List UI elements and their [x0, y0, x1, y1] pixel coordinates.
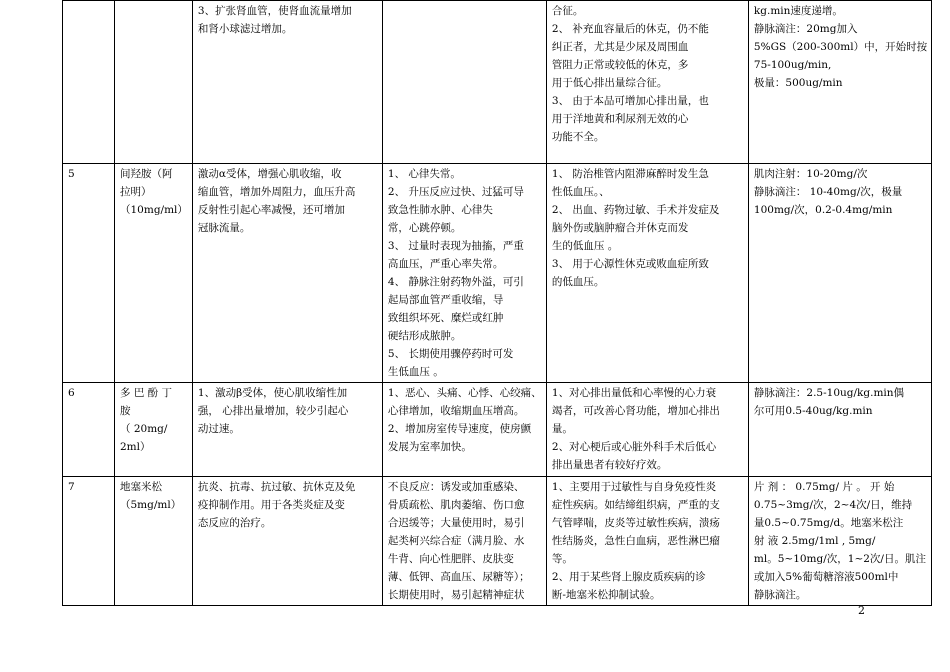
drug-text-line: （10mg/ml） — [120, 204, 188, 216]
drug-text-line: 地塞米松 — [120, 481, 162, 493]
adverse-text-line: 常，心跳停顿。 — [387, 222, 462, 234]
indication-text-line: 管阻力正常或较低的休克，多 — [551, 59, 689, 71]
drug-text-line: 胺 — [120, 405, 131, 417]
dosage-text-line: 75-100ug/min, — [753, 59, 832, 71]
dosage-text-line: 肌肉注射：10-20mg/次 — [753, 168, 868, 180]
adverse-reaction-cell — [382, 477, 546, 606]
indication-cell — [546, 164, 748, 383]
table-row — [63, 383, 932, 477]
adverse-text-line: 致组织坏死、糜烂或红肿 — [387, 312, 504, 324]
row-index: 7 — [68, 481, 75, 493]
action-text-line: 抗炎、抗毒、抗过敏、抗休克及免 — [197, 481, 356, 493]
adverse-text-line: 3、 过量时表现为抽搐，严重 — [387, 240, 524, 252]
dosage-cell — [748, 477, 931, 606]
drug-text-line: 2ml） — [120, 441, 151, 453]
indication-text-line: 纠正者，尤其是少尿及周围血 — [551, 41, 689, 53]
indication-text-line: 2、用于某些肾上腺皮质疾病的诊 — [551, 571, 706, 583]
drug-text-line: 拉明） — [120, 186, 152, 198]
action-text-line: 疫抑制作用。用于各类炎症及变 — [197, 499, 345, 511]
indication-text-line: 性结肠炎，急性白血病，恶性淋巴瘤 — [551, 535, 720, 547]
adverse-text-line: 薄、低钾、高血压、尿糖等）； — [387, 571, 530, 583]
action-text-line: 强， 心排出量增加，较少引起心 — [197, 405, 349, 417]
indication-text-line: 1、对心排出量低和心率慢的心力衰 — [551, 387, 717, 399]
pharmacology-cell — [192, 164, 382, 383]
adverse-text-line: 2、增加房室传导速度，使房颤 — [387, 423, 532, 435]
dosage-cell — [748, 383, 931, 477]
pharmacology-cell — [192, 1, 382, 164]
indication-text-line: 2、 补充血容量后的休克，仍不能 — [551, 23, 709, 35]
row-index-cell — [63, 164, 115, 383]
adverse-text-line: 1、恶心、头痛、心悸、心绞痛、 — [387, 387, 542, 399]
drug-text-line: （ 20mg/ — [120, 423, 168, 435]
indication-text-line: 竭者，可改善心肾功能，增加心排出 — [551, 405, 720, 417]
adverse-text-line: 1、 心律失常。 — [387, 168, 461, 180]
dosage-text-line: 静脉滴注：2.5-10ug/kg.min偶 — [753, 387, 905, 399]
indication-text-line: 量。 — [551, 423, 573, 435]
indication-text-line: 的低血压。 — [551, 276, 605, 288]
adverse-text-line: 起局部血管严重收缩，导 — [387, 294, 504, 306]
row-index-cell — [63, 383, 115, 477]
indication-cell — [546, 383, 748, 477]
action-text-line: 动过速。 — [197, 423, 240, 435]
adverse-text-line: 合迟缓等；大量使用时，易引 — [387, 517, 525, 529]
row-index: 5 — [68, 168, 75, 180]
indication-text-line: 等。 — [551, 553, 573, 565]
dosage-text-line: 或加入5%葡萄糖溶液500ml中 — [753, 571, 899, 583]
dosage-text-line: 静脉滴注。 — [753, 589, 807, 601]
action-text-line: 反射性引起心率减慢，还可增加 — [197, 204, 345, 216]
indication-text-line: 3、 用于心源性休克或败血症所致 — [551, 258, 709, 270]
adverse-text-line: 起类柯兴综合症（满月脸、水 — [387, 535, 525, 547]
row-index-cell — [63, 1, 115, 164]
action-text-line: 3、扩张肾血管，使肾血流量增加 — [197, 5, 352, 17]
action-text-line: 冠脉流量。 — [197, 222, 251, 234]
dosage-text-line: 0.75~3mg/次，2~4次/日，维持 — [753, 499, 913, 511]
table-row — [63, 1, 932, 164]
dosage-text-line: ml。5~10mg/次，1~2次/日。肌注 — [753, 553, 926, 565]
adverse-text-line: 高血压，严重心率失常。 — [387, 258, 504, 270]
action-text-line: 和肾小球滤过增加。 — [197, 23, 293, 35]
indication-text-line: 用于洋地黄和利尿剂无效的心 — [551, 113, 689, 125]
indication-text-line: 合征。 — [551, 5, 584, 17]
drug-text-line: 间羟胺（阿 — [120, 168, 173, 180]
indication-text-line: 3、 由于本品可增加心排出量，也 — [551, 95, 709, 107]
drug-name-cell — [115, 477, 193, 606]
indication-text-line: 1、 防治椎管内阻滞麻醉时发生急 — [551, 168, 709, 180]
indication-text-line: 用于低心排出量综合征。 — [551, 77, 668, 89]
adverse-text-line: 不良反应：诱发或加重感染、 — [387, 481, 525, 493]
drug-table — [62, 0, 932, 606]
adverse-text-line: 牛背、向心性肥胖、皮肤变 — [387, 553, 514, 565]
dosage-text-line: 射 液 2.5mg/1ml , 5mg/ — [753, 535, 876, 547]
adverse-text-line: 生低血压 。 — [387, 366, 444, 378]
adverse-text-line: 4、 静脉注射药物外溢，可引 — [387, 276, 524, 288]
adverse-text-line: 5、 长期使用骤停药时可发 — [387, 348, 514, 360]
adverse-text-line: 致急性肺水肿、心律失 — [387, 204, 493, 216]
adverse-reaction-cell — [382, 1, 546, 164]
action-text-line: 缩血管，增加外周阻力，血压升高 — [197, 186, 356, 198]
adverse-reaction-cell — [382, 383, 546, 477]
indication-text-line: 断-地塞米松抑制试验。 — [551, 589, 661, 601]
adverse-reaction-cell — [382, 164, 546, 383]
adverse-text-line: 发展为室率加快。 — [387, 441, 472, 453]
dosage-text-line: 静脉滴注：20mg加入 — [753, 23, 858, 35]
drug-name-cell — [115, 383, 193, 477]
action-text-line: 态反应的治疗。 — [197, 517, 272, 529]
indication-cell — [546, 1, 748, 164]
indication-text-line: 脑外伤或脑肿瘤合并休克而发 — [551, 222, 689, 234]
indication-text-line: 性低血压。、 — [551, 186, 610, 198]
action-text-line: 1、激动β受体，使心肌收缩性加 — [197, 387, 348, 399]
indication-cell — [546, 477, 748, 606]
indication-text-line: 症性疾病。如结缔组织病，严重的支 — [551, 499, 720, 511]
dosage-text-line: 极量：500ug/min — [753, 77, 843, 89]
indication-text-line: 2、对心梗后或心脏外科手术后低心 — [551, 441, 717, 453]
adverse-text-line: 心律增加，收缩期血压增高。 — [387, 405, 525, 417]
pharmacology-cell — [192, 383, 382, 477]
row-index-cell — [63, 477, 115, 606]
dosage-text-line: 量0.5~0.75mg/d。地塞米松注 — [753, 517, 904, 529]
dosage-text-line: 尔可用0.5-40ug/kg.min — [753, 405, 873, 417]
adverse-text-line: 2、 升压反应过快、过猛可导 — [387, 186, 524, 198]
dosage-cell — [748, 164, 931, 383]
page-number: 2 — [858, 604, 865, 617]
drug-text-line: （5mg/ml） — [120, 499, 182, 511]
drug-text-line: 多 巴 酚 丁 — [120, 387, 173, 399]
dosage-text-line: 片 剂 ： 0.75mg/ 片 。 开 始 — [753, 481, 895, 493]
adverse-text-line: 硬结形成脓肿。 — [387, 330, 462, 342]
drug-name-cell — [115, 164, 193, 383]
indication-text-line: 2、 出血、药物过敏、手术并发症及 — [551, 204, 720, 216]
pharmacology-cell — [192, 477, 382, 606]
dosage-cell — [748, 1, 931, 164]
dosage-text-line: 100mg/次，0.2-0.4mg/min — [753, 204, 893, 216]
row-index: 6 — [68, 387, 75, 399]
dosage-text-line: 静脉滴注： 10-40mg/次，极量 — [753, 186, 903, 198]
indication-text-line: 排出量患者有较好疗效。 — [551, 459, 668, 471]
indication-text-line: 气管哮喘，皮炎等过敏性疾病，溃疡 — [551, 517, 720, 529]
adverse-text-line: 骨质疏松、肌肉萎缩、伤口愈 — [387, 499, 525, 511]
table-row — [63, 477, 932, 606]
dosage-text-line: 5%GS（200-300ml）中，开始时按 — [753, 41, 928, 53]
dosage-text-line: kg.min速度递增。 — [753, 5, 843, 17]
action-text-line: 激动α受体，增强心肌收缩，收 — [197, 168, 342, 180]
indication-text-line: 功能不全。 — [551, 131, 605, 143]
indication-text-line: 生的低血压 。 — [551, 240, 619, 252]
table-row — [63, 164, 932, 383]
indication-text-line: 1、主要用于过敏性与自身免疫性炎 — [551, 481, 717, 493]
adverse-text-line: 长期使用时，易引起精神症状 — [387, 589, 525, 601]
drug-name-cell — [115, 1, 193, 164]
